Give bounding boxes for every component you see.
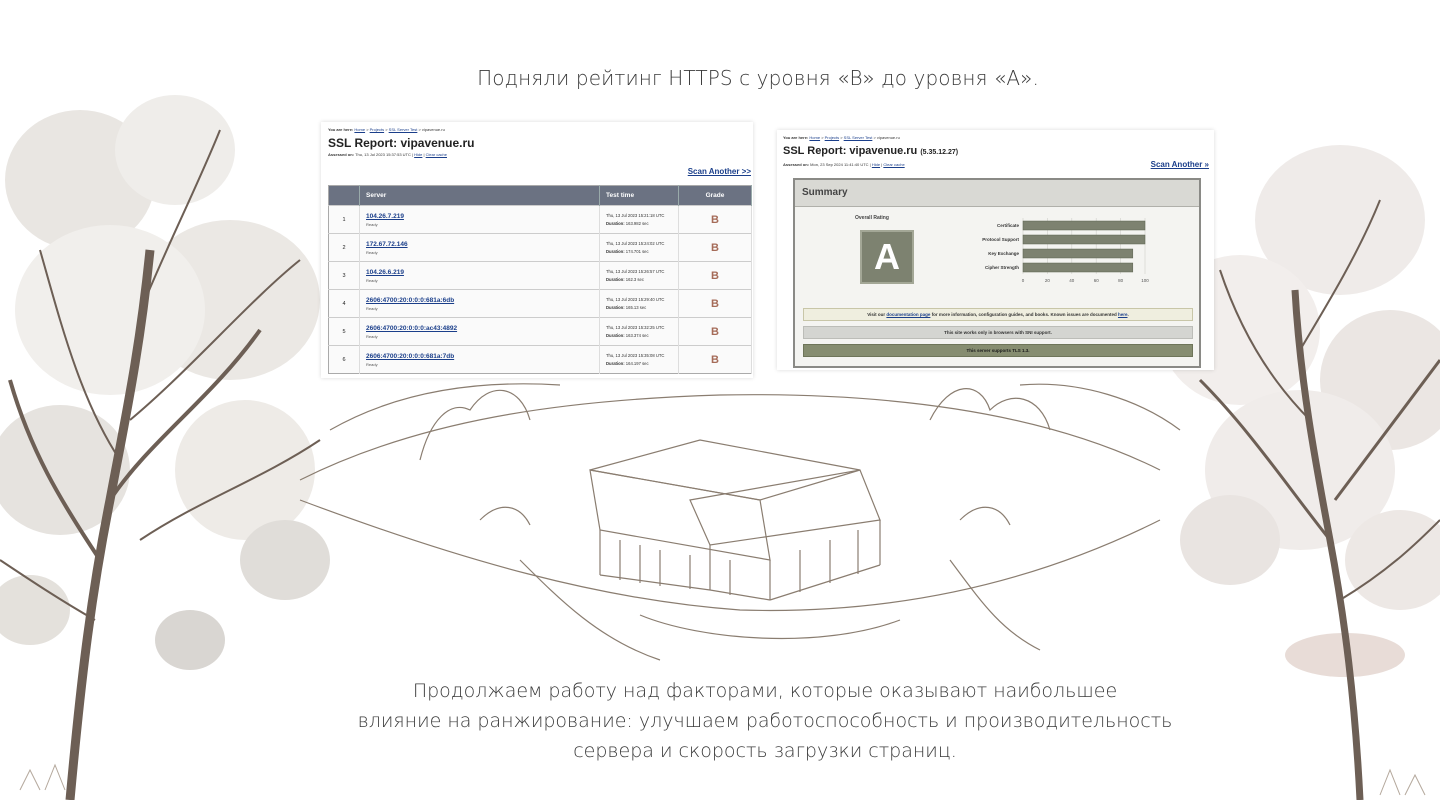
- hide-link[interactable]: Hide: [414, 152, 423, 157]
- clear-cache-link[interactable]: Clear cache: [883, 162, 905, 167]
- column-header: [329, 186, 360, 206]
- column-header-grade: Grade: [679, 186, 752, 206]
- info-docs-pre: Visit our: [867, 312, 886, 317]
- server-status: Ready: [366, 361, 378, 367]
- breadcrumb-prefix: You are here:: [328, 127, 354, 132]
- breadcrumb-projects-link[interactable]: Projects: [824, 135, 840, 140]
- info-docs-mid: for more information, configuration guides, and books. Known issues are documented: [931, 312, 1117, 317]
- table-row: [329, 262, 752, 290]
- ground-tufts: [20, 765, 1425, 795]
- breadcrumb-home-link[interactable]: Home: [354, 127, 366, 132]
- server-ip-link[interactable]: 2606:4700:20:0:0:0:ac43:4892: [366, 324, 458, 332]
- server-status: Ready: [366, 305, 378, 311]
- table-row: [329, 234, 752, 262]
- category-label: Cipher Strength: [984, 265, 1019, 270]
- footer-line-2: влияние на ранжирование: улучшаем работоспособность и производительность: [357, 710, 1173, 732]
- footer-line-3: сервера и скорость загрузки страниц.: [573, 740, 957, 762]
- headline: Подняли рейтинг HTTPS с уровня «B» до уровня «A».: [477, 66, 1039, 90]
- server-results-table: [328, 185, 752, 374]
- test-time-cell: [600, 290, 679, 318]
- info-sni-bar: This site works only in browsers with SNI support.: [803, 326, 1193, 339]
- breadcrumb-test-link[interactable]: SSL Server Test: [843, 135, 873, 140]
- assessed-label: Assessed on:: [783, 162, 810, 167]
- test-duration: [606, 361, 672, 366]
- overall-grade-badge: A: [860, 230, 914, 284]
- duration-label: Duration:: [606, 333, 625, 338]
- hide-link[interactable]: Hide: [871, 162, 881, 167]
- x-tick-label: 60: [1093, 278, 1099, 283]
- breadcrumb-test-link[interactable]: SSL Server Test: [388, 127, 418, 132]
- duration-value: 162.3 sec: [625, 277, 644, 282]
- row-number: 4: [329, 290, 360, 318]
- server-cell: [360, 234, 600, 262]
- ssl-report-after-screenshot: [777, 130, 1214, 370]
- footer-line-1: Продолжаем работу над факторами, которые оказывают наибольшее: [412, 680, 1118, 702]
- assessed-on: Assessed on: Thu, 13 Jul 2023 15:37:53 UTC | Hide | Clear cache: [328, 152, 447, 157]
- grade-badge: B: [679, 346, 752, 374]
- row-number: 5: [329, 318, 360, 346]
- table-row: [329, 346, 752, 374]
- x-tick-label: 20: [1044, 278, 1050, 283]
- scan-another-link[interactable]: Scan Another »: [1150, 160, 1209, 169]
- test-duration: [606, 277, 672, 282]
- server-ip-link[interactable]: 2606:4700:20:0:0:0:681a:7db: [366, 352, 455, 360]
- duration-value: 163.374 sec: [625, 333, 649, 338]
- server-ip-link[interactable]: 172.67.72.146: [366, 240, 408, 248]
- info-docs-bar: Visit our documentation page for more information, configuration guides, and books. Known issues are documented here.: [803, 308, 1193, 321]
- duration-value: 164.197 sec: [625, 361, 649, 366]
- test-time-cell: [600, 206, 679, 234]
- table-row: [329, 206, 752, 234]
- test-timestamp: Thu, 13 Jul 2023 15:21:18 UTC: [606, 213, 665, 218]
- assessed-label: Assessed on:: [328, 152, 355, 157]
- test-timestamp: Thu, 13 Jul 2023 15:26:57 UTC: [606, 269, 665, 274]
- test-time-cell: [600, 262, 679, 290]
- breadcrumb: [783, 135, 900, 140]
- grade-badge: B: [679, 318, 752, 346]
- server-cell: [360, 346, 600, 374]
- breadcrumb-sep: >: [365, 127, 370, 132]
- table-header-row: [329, 186, 752, 206]
- rating-bar: [1023, 221, 1145, 230]
- assessed-value: Thu, 13 Jul 2023 15:37:53 UTC |: [355, 152, 414, 157]
- rating-bar: [1023, 235, 1145, 244]
- report-title: SSL Report: vipavenue.ru: [328, 136, 475, 150]
- breadcrumb: [328, 127, 445, 132]
- x-tick-label: 80: [1118, 278, 1124, 283]
- info-tls-bar: This server supports TLS 1.3.: [803, 344, 1193, 357]
- grade-badge: B: [679, 206, 752, 234]
- server-status: Ready: [366, 221, 378, 227]
- duration-value: 165.13 sec: [625, 305, 647, 310]
- grade-badge: B: [679, 234, 752, 262]
- x-tick-label: 0: [1021, 278, 1025, 283]
- test-duration: [606, 333, 672, 338]
- building-sketch: [300, 384, 1180, 660]
- report-title-text: SSL Report: vipavenue.ru: [783, 145, 918, 157]
- assessed-value: Mon, 23 Sep 2024 11:41:40 UTC |: [810, 162, 871, 167]
- rating-bar-chart: [935, 216, 1165, 296]
- duration-label: Duration:: [606, 361, 625, 366]
- summary-panel: [793, 178, 1201, 368]
- test-timestamp: Thu, 13 Jul 2023 15:24:02 UTC: [606, 241, 665, 246]
- table-row: [329, 318, 752, 346]
- row-number: 6: [329, 346, 360, 374]
- rating-bar: [1023, 263, 1133, 272]
- breadcrumb-sep: >: [839, 135, 844, 140]
- test-timestamp: Thu, 13 Jul 2023 15:35:08 UTC: [606, 353, 665, 358]
- breadcrumb-sep: >: [820, 135, 825, 140]
- overall-rating-label: Overall Rating: [855, 215, 889, 221]
- category-label: Key Exchange: [988, 251, 1019, 256]
- test-time-cell: [600, 318, 679, 346]
- grade-badge: B: [679, 290, 752, 318]
- test-time-cell: [600, 234, 679, 262]
- test-timestamp: Thu, 13 Jul 2023 15:29:40 UTC: [606, 297, 665, 302]
- server-ip-link[interactable]: 104.26.6.219: [366, 268, 404, 276]
- x-tick-label: 100: [1141, 278, 1149, 283]
- breadcrumb-sep: >: [384, 127, 389, 132]
- assessed-on: Assessed on: Mon, 23 Sep 2024 11:41:40 UTC | Hide | Clear cache: [783, 162, 905, 167]
- duration-label: Duration:: [606, 277, 625, 282]
- breadcrumb-sep: >: [417, 127, 422, 132]
- duration-value: 174.701 sec: [625, 249, 649, 254]
- row-number: 1: [329, 206, 360, 234]
- duration-label: Duration:: [606, 249, 625, 254]
- server-cell: [360, 290, 600, 318]
- row-number: 3: [329, 262, 360, 290]
- report-title: [783, 145, 958, 157]
- server-status: Ready: [366, 333, 378, 339]
- rating-bar: [1023, 249, 1133, 258]
- table-row: [329, 290, 752, 318]
- test-time-cell: [600, 346, 679, 374]
- documentation-page-link[interactable]: documentation page: [886, 312, 931, 317]
- server-status: Ready: [366, 277, 378, 283]
- breadcrumb-home-link[interactable]: Home: [809, 135, 821, 140]
- clear-cache-link[interactable]: Clear cache: [425, 152, 447, 157]
- test-duration: [606, 249, 672, 254]
- duration-label: Duration:: [606, 305, 625, 310]
- server-cell: [360, 206, 600, 234]
- column-header-server: Server: [360, 186, 600, 206]
- footer-text: [330, 676, 1200, 766]
- column-header-test-time: Test time: [600, 186, 679, 206]
- row-number: 2: [329, 234, 360, 262]
- left-tree-art: [0, 95, 330, 800]
- server-cell: [360, 318, 600, 346]
- scan-another-link[interactable]: Scan Another >>: [687, 167, 751, 176]
- duration-label: Duration:: [606, 221, 625, 226]
- grade-badge: B: [679, 262, 752, 290]
- x-tick-label: 40: [1069, 278, 1075, 283]
- category-label: Protocol Support: [982, 237, 1019, 242]
- breadcrumb-host: vipavenue.ru: [421, 127, 445, 132]
- summary-title: Summary: [795, 180, 1199, 207]
- category-label: Certificate: [996, 223, 1019, 228]
- breadcrumb-sep: >: [872, 135, 877, 140]
- ssl-report-before-screenshot: [321, 122, 753, 378]
- report-ip: (5.35.12.27): [920, 149, 959, 156]
- server-ip-link[interactable]: 2606:4700:20:0:0:0:681a:6db: [366, 296, 455, 304]
- server-ip-link[interactable]: 104.26.7.219: [366, 212, 404, 220]
- known-issues-link[interactable]: here: [1117, 312, 1128, 317]
- server-cell: [360, 262, 600, 290]
- server-status: Ready: [366, 249, 378, 255]
- duration-value: 163.982 sec: [625, 221, 649, 226]
- breadcrumb-projects-link[interactable]: Projects: [369, 127, 385, 132]
- test-timestamp: Thu, 13 Jul 2023 15:32:25 UTC: [606, 325, 665, 330]
- breadcrumb-host: vipavenue.ru: [876, 135, 900, 140]
- breadcrumb-prefix: You are here:: [783, 135, 809, 140]
- test-duration: [606, 221, 672, 226]
- test-duration: [606, 305, 672, 310]
